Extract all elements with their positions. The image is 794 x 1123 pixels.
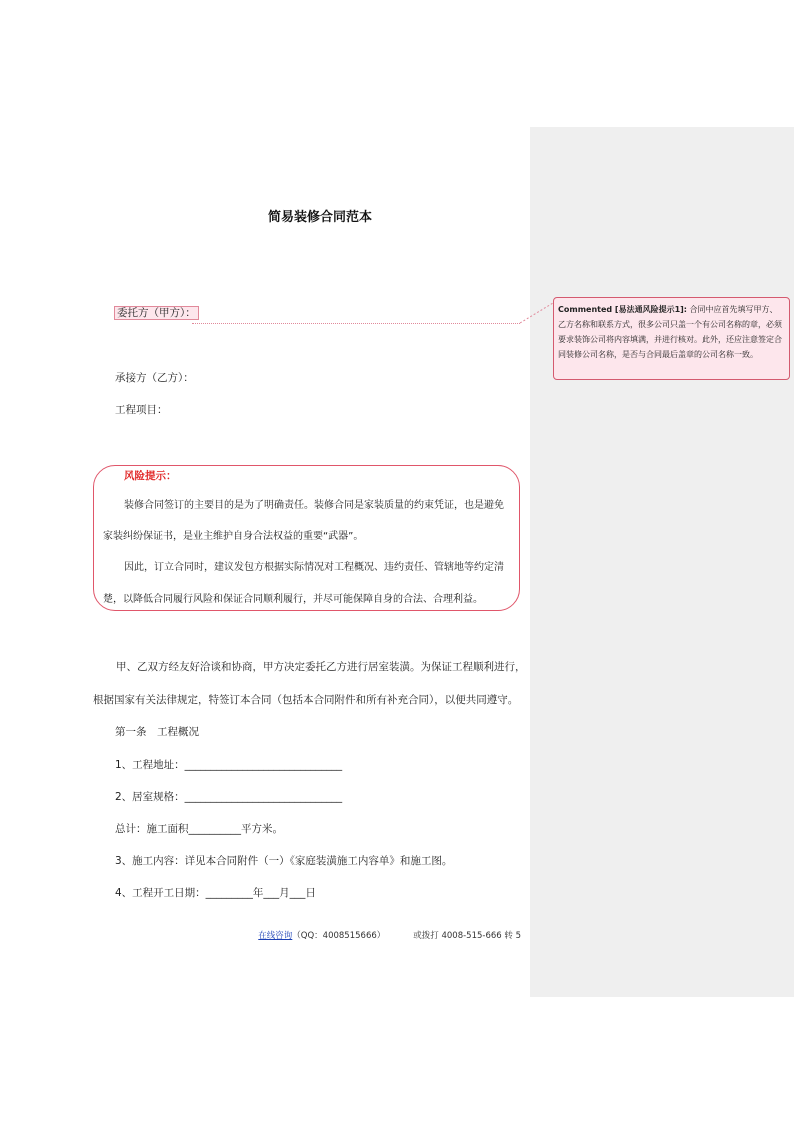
footer-phone: 或拨打 4008-515-666 转 5 [413, 931, 521, 941]
risk-line: 家装纠纷保证书，是业主维护自身合法权益的重要“武器”。 [103, 531, 364, 542]
project-address-field: 1、工程地址：______________________________ [115, 759, 343, 771]
risk-title: 风险提示： [124, 470, 177, 482]
comment-leader-line [192, 323, 520, 324]
page-footer [230, 929, 521, 941]
intro-paragraph-line: 甲、乙双方经友好洽谈和协商，甲方决定委托乙方进行居室装潢。为保证工程顺利进行， [116, 661, 526, 673]
comment-label: Commented [易法通风险提示1]: [558, 305, 687, 314]
room-spec-field: 2、居室规格：______________________________ [115, 791, 343, 803]
construction-content-line: 3、施工内容：详见本合同附件（一）《家庭装潢施工内容单》和施工图。 [115, 855, 453, 867]
start-date-field: 4、工程开工日期：_________年___月___日 [115, 887, 316, 899]
article-heading: 第一条 工程概况 [115, 726, 199, 738]
party-a-label[interactable]: 委托方（甲方）： [114, 306, 199, 320]
online-consult-link[interactable]: 在线咨询 [258, 931, 293, 941]
page-title: 简易装修合同范本 [267, 210, 372, 225]
risk-line: 装修合同签订的主要目的是为了明确责任。装修合同是家装质量的约束凭证，也是避免 [124, 500, 504, 511]
project-line: 工程项目： [115, 404, 168, 416]
party-a-line [114, 306, 199, 320]
footer-qq: （QQ：4008515666） [292, 931, 386, 941]
construction-area-field: 总计：施工面积__________平方米。 [115, 823, 283, 835]
intro-paragraph-line: 根据国家有关法律规定，特签订本合同（包括本合同附件和所有补充合同），以便共同遵守。 [93, 694, 519, 706]
risk-line: 因此，订立合同时，建议发包方根据实际情况对工程概况、违约责任、管辖地等约定清 [124, 562, 504, 573]
party-b-line: 承接方（乙方）： [115, 372, 194, 384]
comment-text: 合同中应首先填写甲方、乙方名称和联系方式，很多公司只盖一个有公司名称的章，必须要求装饰公司将内容填满，并进行核对。此外，还应注意签定合同装修公司名称，是否与合同最后盖章的公司名称一致。 [558, 305, 782, 359]
comment-balloon[interactable] [553, 297, 790, 380]
comment-pane [530, 127, 794, 997]
risk-line: 楚，以降低合同履行风险和保证合同顺利履行，并尽可能保障自身的合法、合理利益。 [103, 594, 483, 605]
